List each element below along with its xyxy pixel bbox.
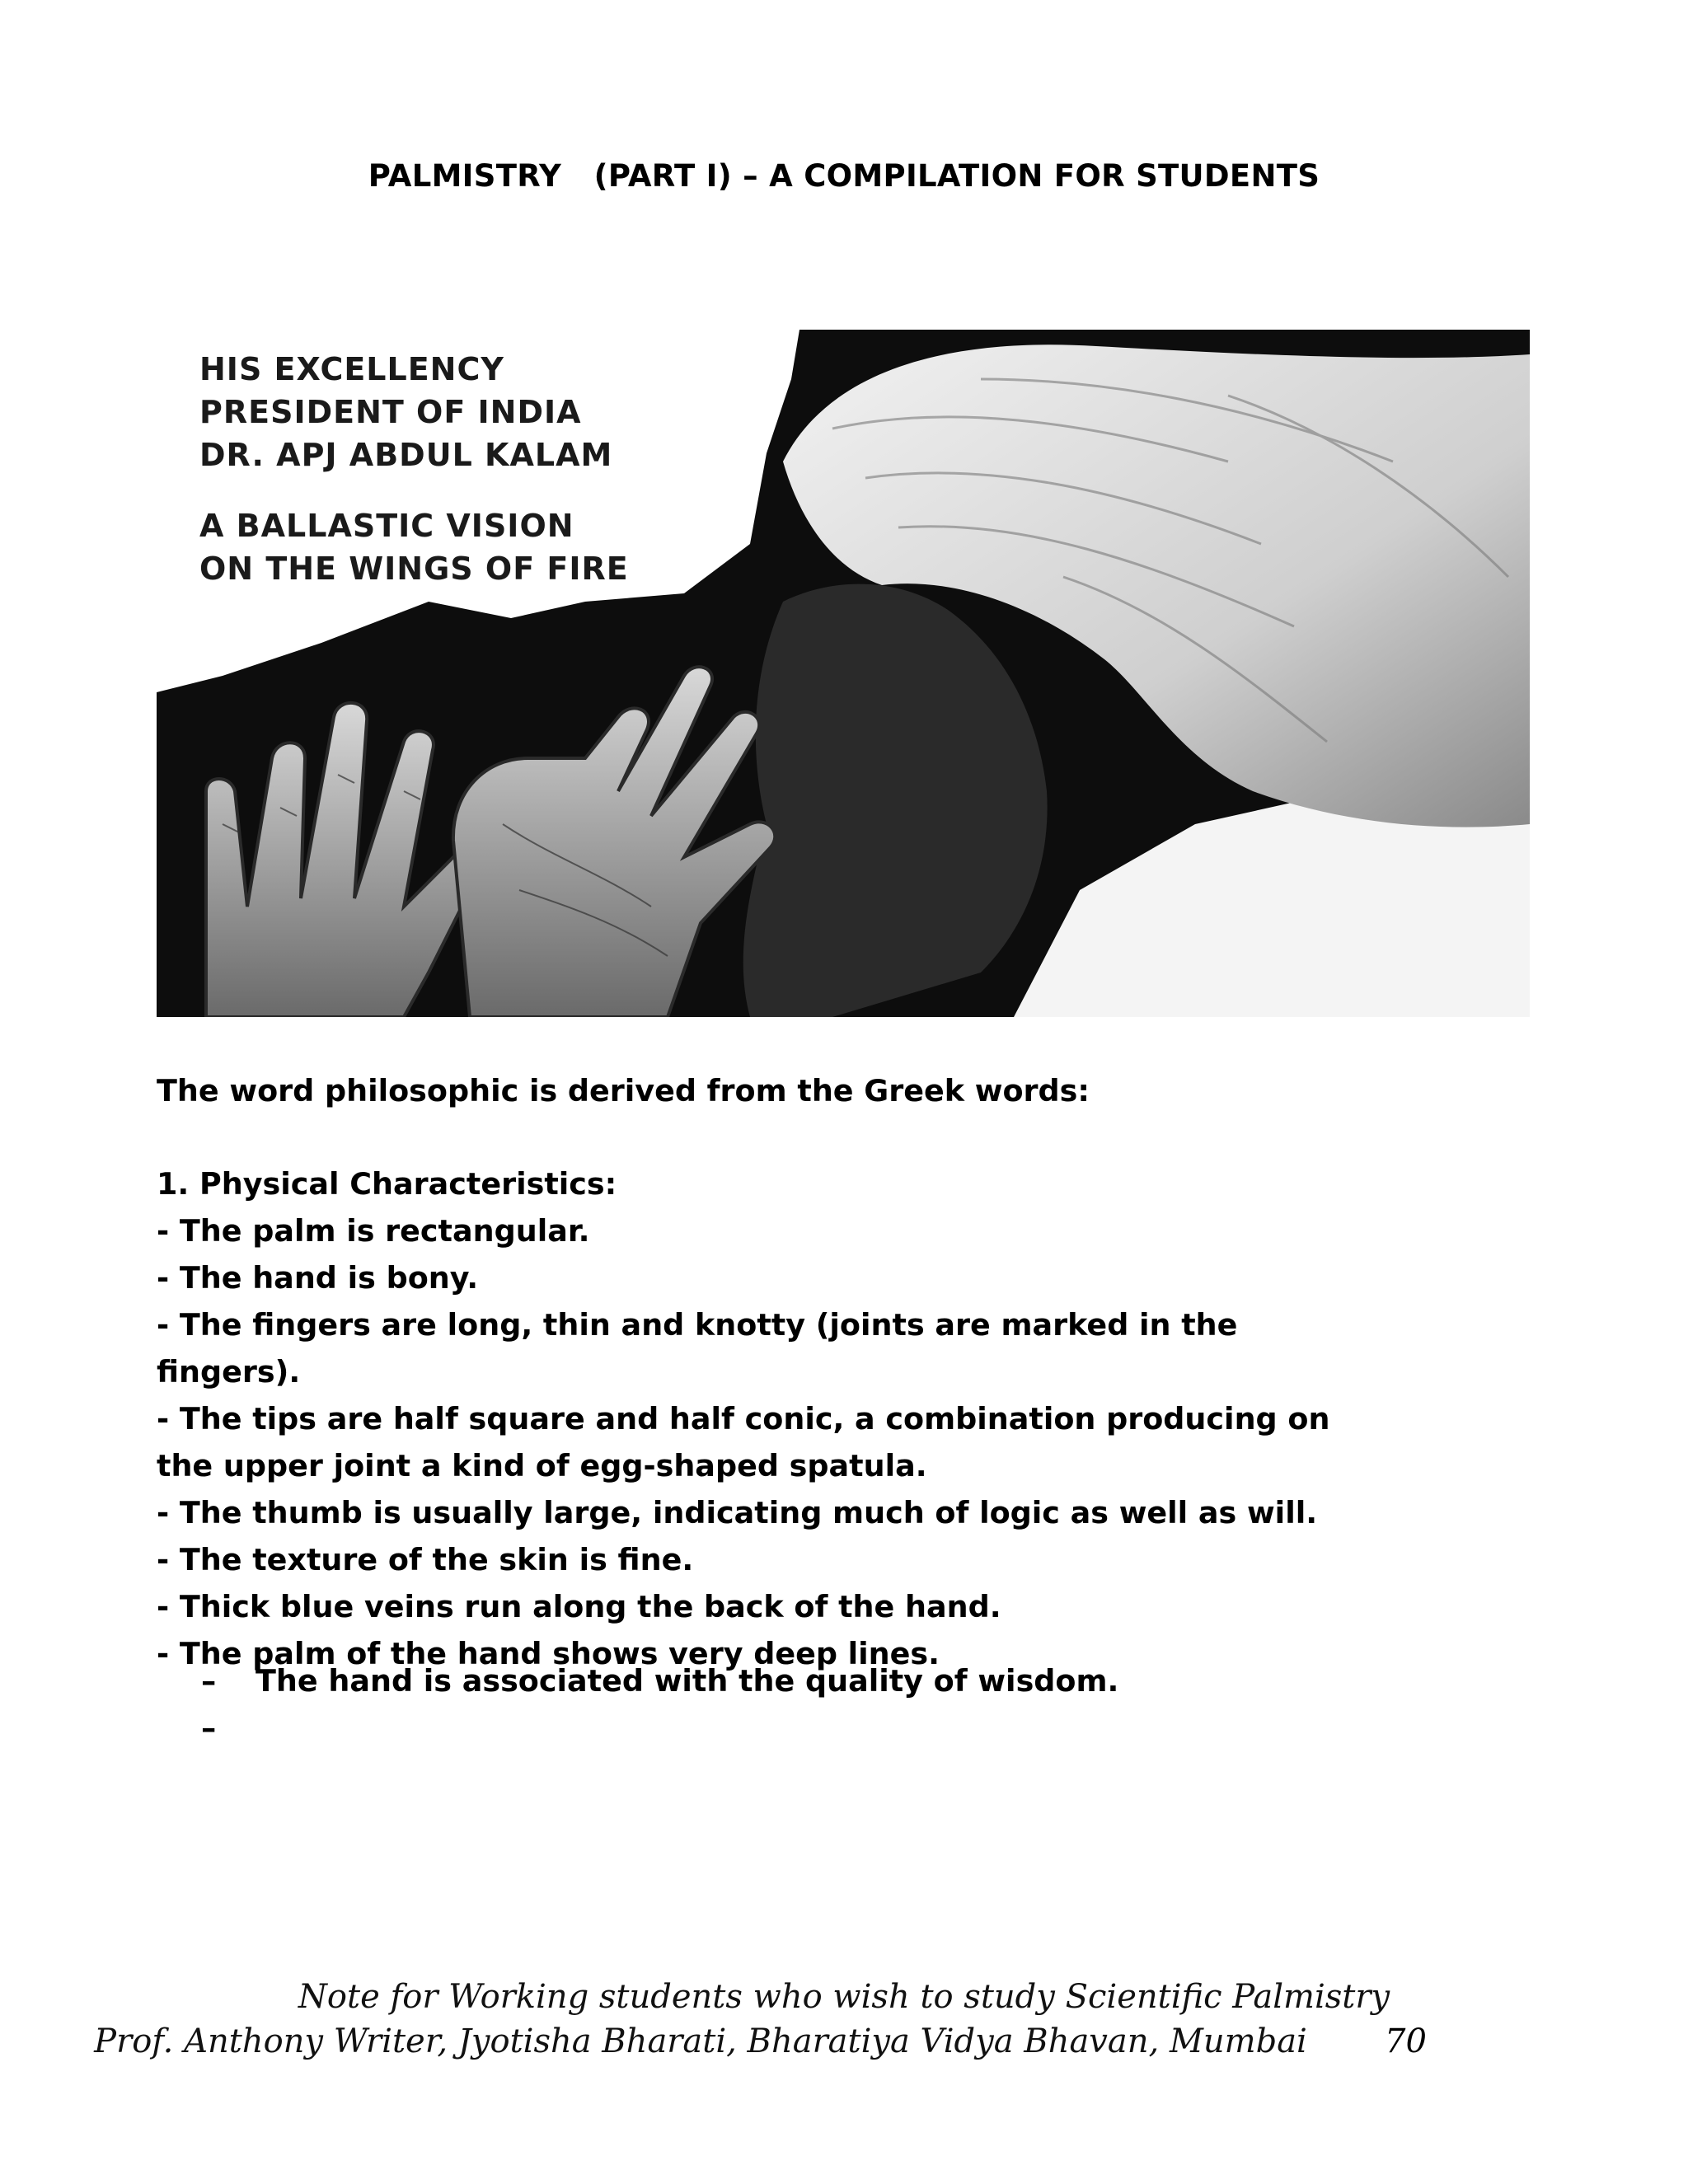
caption-line-3: DR. APJ ABDUL KALAM: [199, 437, 613, 473]
text-line: - The texture of the skin is fine.: [157, 1542, 694, 1577]
text-line: - The hand is bony.: [157, 1260, 479, 1296]
text-line: - The palm of the hand shows very deep lines.: [157, 1636, 940, 1671]
dash-bullet-2: –: [201, 1710, 217, 1746]
footer-author: Prof. Anthony Writer, Jyotisha Bharati, Bharatiya Vidya Bhavan, Mumbai: [94, 2022, 1307, 2060]
dash-bullet-1: –: [201, 1663, 217, 1699]
tagline-line-2: ON THE WINGS OF FIRE: [199, 551, 629, 587]
intro-sentence: The word philosophic is derived from the Greek words:: [157, 1073, 1090, 1108]
text-line: - The tips are half square and half conic, a combination producing on: [157, 1401, 1330, 1436]
body-text: [157, 1067, 1517, 1677]
section-heading: 1. Physical Characteristics:: [157, 1166, 617, 1202]
text-line: - The thumb is usually large, indicating much of logic as well as will.: [157, 1495, 1318, 1530]
page-title: PALMISTRY (PART I) – A COMPILATION FOR STUDENTS: [368, 158, 1320, 194]
text-line: - The fingers are long, thin and knotty (joints are marked in the: [157, 1307, 1238, 1343]
photo-caption: [199, 348, 629, 590]
kalam-hands-photo: [157, 330, 1530, 1017]
caption-line-2: PRESIDENT OF INDIA: [199, 394, 582, 430]
tagline-line-1: A BALLASTIC VISION: [199, 508, 574, 544]
footer-note: Note for Working students who wish to study Scientific Palmistry: [298, 1978, 1390, 2016]
text-line: - Thick blue veins run along the back of the hand.: [157, 1589, 1001, 1624]
text-line: - The palm is rectangular.: [157, 1213, 590, 1249]
dash-item-text: The hand is associated with the quality of wisdom.: [256, 1663, 1119, 1699]
text-line: the upper joint a kind of egg-shaped spatula.: [157, 1448, 927, 1483]
text-line: fingers).: [157, 1354, 301, 1390]
caption-line-1: HIS EXCELLENCY: [199, 351, 504, 387]
page-number: 70: [1385, 2022, 1427, 2060]
